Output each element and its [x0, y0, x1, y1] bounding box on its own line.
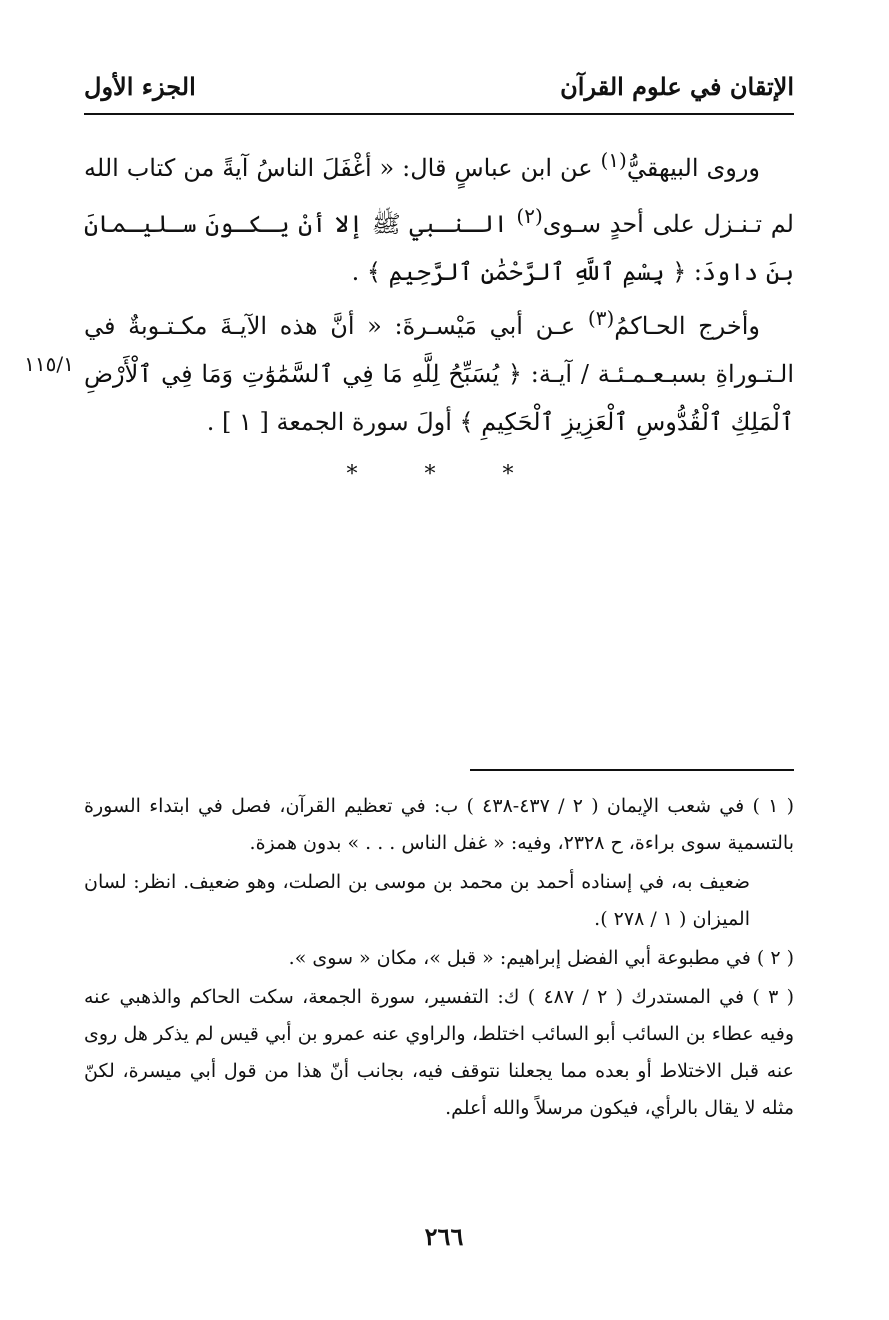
- footnote-label: ( ١ ): [752, 795, 795, 817]
- running-header: [84, 68, 794, 110]
- section-separator: * * *: [346, 462, 544, 487]
- margin-page-reference: ١١٥/١: [24, 352, 74, 376]
- para1-intro: وروى البيهقيُّ: [626, 154, 760, 182]
- footnote-text: في المستدرك ( ٢ / ٤٨٧ ) ك: التفسير، سورة الجمعة، سكت الحاكم والذهبي عنه وفيه عطاء بن السائب أبو السائب اختلط، والراوي عنه عمرو بن أبي قيس لم يذكر هل روى عنه قبل الاختلاط أو بعده مما يجعلنا نتوقف فيه، بجانب أنّ هذا من قول أبي ميسرة، لكنّ مثله لا يقال بالرأي، فيكون مرسلاً والله أعلم.: [84, 986, 794, 1119]
- header-rule: [84, 113, 794, 115]
- footnote-1-continuation: ضعيف به، في إسناده أحمد بن محمد بن موسى بن الصلت، وهو ضعيف. انظر: لسان الميزان ( ١ / ٢٧٨ ).: [84, 871, 750, 930]
- para2-text-a: عـن أبي مَيْسـرةَ: « أنَّ هذه الآيـةَ مكـتـوبةٌ في الـتـوراةِ بسبـعـمـئـة / آيـة:: [84, 312, 794, 388]
- footnote-1: [84, 788, 794, 862]
- para1-text-b: الـنـبي ﷺ إلا أنْ يـكـونَ سـليـمانَ بنَ داودَ:: [84, 210, 794, 286]
- para2-intro: وأخرج الحـاكمُ: [614, 312, 760, 340]
- header-volume: الجزء الأول: [84, 72, 196, 101]
- para2-text-b: أولَ سورة الجمعة [ ١ ] .: [206, 408, 460, 436]
- footnote-2: [84, 940, 794, 977]
- footnote-text: في شعب الإيمان ( ٢ / ٤٣٧-٤٣٨ ) ب: في تعظيم القرآن، فصل في ابتداء السورة بالتسمية سوى براءة، ح ٢٣٢٨، وفيه: « غفل الناس . . . » بدون همزة.: [84, 795, 794, 854]
- footnote-ref-1: (١): [600, 148, 627, 172]
- footnote-label: ( ٢ ): [756, 947, 794, 969]
- footnote-ref-3: (٣): [587, 306, 615, 330]
- header-book-title: الإتقان في علوم القرآن: [560, 72, 794, 101]
- footnote-text: في مطبوعة أبي الفضل إبراهيم: « قبل »، مكان « سوى ».: [288, 947, 757, 969]
- paragraph-bayhaqi: [84, 136, 794, 296]
- paragraph-hakim: [84, 294, 794, 446]
- footnote-ref-2: (٢): [516, 204, 543, 228]
- basmala-verse: ﴿ بِسْمِ ٱللَّهِ ٱلرَّحْمَٰنِ ٱلرَّحِيمِ ﴾: [366, 258, 687, 286]
- para1-text-a: عن ابن عباسٍ قال: « أغْفَلَ الناسُ آيةً من كتاب الله لم تـنـزل على أحدٍ سـوى: [84, 154, 794, 238]
- footnotes: [84, 788, 794, 1129]
- jumuah-verse: ﴿ يُسَبِّحُ لِلَّهِ مَا فِي ٱلسَّمَٰوَٰتِ وَمَا فِي ٱلْأَرْضِ ٱلْمَلِكِ ٱلْقُدُّوسِ ٱلْعَزِيزِ ٱلْحَكِيمِ ﴾: [84, 360, 794, 436]
- footnote-3: [84, 979, 794, 1127]
- para1-end: .: [351, 258, 367, 286]
- page-number: ٢٦٦: [424, 1222, 464, 1251]
- footnote-label: ( ٣ ): [752, 986, 795, 1008]
- footnote-rule: [470, 769, 794, 771]
